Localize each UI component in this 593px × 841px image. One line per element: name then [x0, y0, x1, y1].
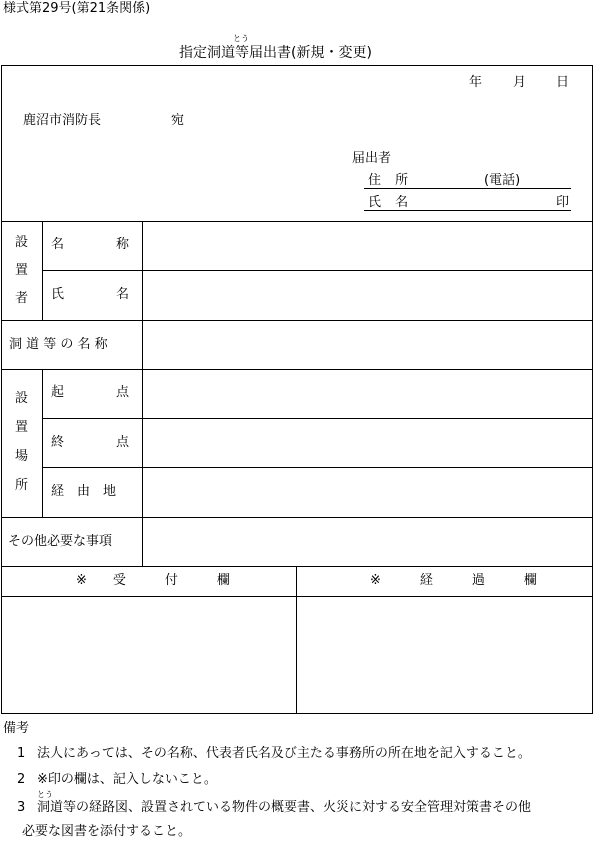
remark-1-text: 法人にあっては、その名称、代表者氏名及び主たる事務所の所在地を記入すること。	[37, 746, 531, 761]
installer-group-char-2: 置	[15, 263, 29, 278]
tunnel-name-field[interactable]	[143, 321, 592, 369]
rule-other-bottom	[1, 566, 593, 567]
remark-3-text: 洞道等の経路図、設置されている物件の概要書、火災に対する安全管理対策書その他	[37, 800, 532, 815]
address-underline	[364, 188, 571, 189]
location-group-char-4: 所	[15, 478, 29, 493]
reception-progress-box	[297, 597, 592, 713]
address-label: 住 所	[368, 173, 409, 188]
date-day: 日	[556, 75, 570, 90]
form-title: 指定洞道等届出書(新規・変更)	[179, 45, 372, 61]
installer-name-label: 名 称	[51, 237, 130, 252]
remark-3-ruby: とう	[37, 790, 53, 799]
frame-top	[1, 65, 593, 66]
frame-bottom	[1, 713, 593, 714]
installer-person-label: 氏 名	[51, 287, 130, 302]
location-group-char-1: 設	[15, 391, 29, 406]
installer-person-field[interactable]	[143, 271, 592, 320]
start-point-label: 起 点	[51, 385, 130, 400]
end-point-label: 終 点	[51, 435, 130, 450]
installer-name-field[interactable]	[143, 222, 592, 270]
installer-group-char-3: 者	[15, 291, 29, 306]
form-number: 様式第29号(第21条関係)	[3, 1, 151, 16]
other-matters-field[interactable]	[143, 518, 592, 566]
remark-2-text: ※印の欄は、記入しないこと。	[37, 772, 217, 787]
tunnel-name-label: 洞 道 等 の 名 称	[9, 337, 108, 352]
location-group-char-2: 置	[15, 420, 29, 435]
reception-progress-label: ※ 経 過 欄	[370, 573, 537, 588]
installer-group-char-1: 設	[15, 235, 29, 250]
remark-2-number: 2	[17, 772, 26, 787]
notifier-label: 届出者	[352, 151, 392, 166]
other-matters-label: その他必要な事項	[8, 534, 113, 549]
vrule-installer-group	[42, 221, 43, 320]
title-ruby: とう	[233, 34, 249, 43]
addressee-suffix: 宛	[171, 113, 185, 128]
via-point-label: 経 由 地	[51, 484, 117, 499]
date-month: 月	[513, 75, 527, 90]
remark-1-number: 1	[17, 746, 26, 761]
start-point-field[interactable]	[143, 370, 592, 418]
phone-label: (電話)	[484, 173, 521, 188]
remarks-heading: 備考	[3, 721, 30, 736]
name-label: 氏 名	[368, 195, 409, 210]
reception-accept-box	[2, 597, 296, 713]
remark-3-number: 3	[17, 800, 26, 815]
location-group-char-3: 場	[15, 449, 29, 464]
addressee-name: 鹿沼市消防長	[23, 113, 102, 128]
remark-3-continuation: 必要な図書を添付すること。	[22, 824, 192, 839]
name-underline	[364, 210, 571, 211]
end-point-field[interactable]	[143, 419, 592, 467]
vrule-location-group	[42, 369, 43, 517]
date-year: 年	[469, 75, 483, 90]
reception-accept-label: ※ 受 付 欄	[76, 573, 230, 588]
seal-mark: 印	[556, 195, 570, 210]
name-field[interactable]	[364, 192, 571, 210]
address-field[interactable]	[364, 170, 571, 188]
via-point-field[interactable]	[143, 468, 592, 517]
